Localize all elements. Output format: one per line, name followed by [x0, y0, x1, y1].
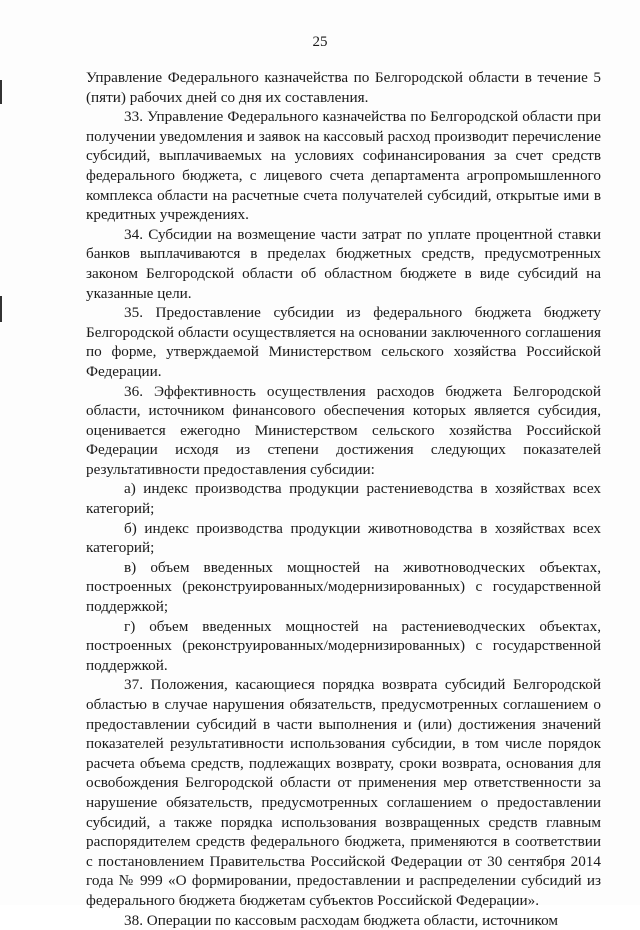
scan-edge-mark-middle [0, 296, 2, 322]
list-item-g: г) объем введенных мощностей на растениеводческих объектах, построенных (реконструированных/модернизированных) с государственной поддержкой. [86, 617, 601, 674]
page-number: 25 [312, 34, 328, 50]
paragraph-33: 33. Управление Федерального казначейства по Белгородской области при получении уведомления и заявок на кассовый расход производит перечисление субсидий, выплачиваемых на условиях софинансирования за счет средств федерального бюджета, с лицевого счета департамента агропромышленного комплекса области на расчетные счета получателей субсидий, открытые ими в кредитных учреждениях. [86, 108, 601, 224]
paragraph-37: 37. Положения, касающиеся порядка возврата субсидий Белгородской областью в случае нарушения обязательств, предусмотренных соглашением о предоставлении субсидий в части выполнения и (или) достижения значений показателей результативности использования субсидии, в том числе порядок расчета объема средств, подлежащих возврату, сроки возврата, основания для освобождения Белгородской области от применения мер ответственности за нарушение обязательств, предусмотренных соглашением о предоставлении субсидий, а также порядка использования возвращенных средств главным распорядителем средств федерального бюджета, применяются в соответствии с постановлением Правительства Российской Федерации от 30 сентября 2014 года № 999 «О формировании, предоставлении и распределении субсидий из федерального бюджета бюджетам субъектов Российской Федерации». [86, 676, 601, 909]
paragraph-continuation: Управление Федерального казначейства по Белгородской области в течение 5 (пяти) рабочих дней со дня их составления. [86, 69, 601, 106]
list-item-b: б) индекс производства продукции животноводства в хозяйствах всех категорий; [86, 519, 601, 557]
document-body [86, 68, 601, 930]
paragraph-38: 38. Операции по кассовым расходам бюджета области, источником [124, 911, 559, 929]
list-item-v: в) объем введенных мощностей на животноводческих объектах, построенных (реконструированных/модернизированных) с государственной поддержкой; [86, 558, 601, 616]
paragraph-35: 35. Предоставление субсидии из федерального бюджета бюджету Белгородской области осуществляется на основании заключенного соглашения по форме, утверждаемой Министерством сельского хозяйства Российской Федерации. [86, 304, 601, 380]
paragraph-34: 34. Субсидии на возмещение части затрат по уплате процентной ставки банков выплачиваются в пределах бюджетных средств, предусмотренных законом Белгородской области об областном бюджете в виде субсидий на указанные цели. [86, 225, 601, 302]
paragraph-36: 36. Эффективность осуществления расходов бюджета Белгородской области, источником финансового обеспечения которых является субсидия, оценивается ежегодно Министерством сельского хозяйства Российской Федерации исходя из степени достижения следующих показателей результативности предоставления субсидии: [86, 382, 601, 478]
scan-edge-mark-top [0, 80, 2, 104]
list-item-a: а) индекс производства продукции растениеводства в хозяйствах всех категорий; [86, 480, 601, 518]
